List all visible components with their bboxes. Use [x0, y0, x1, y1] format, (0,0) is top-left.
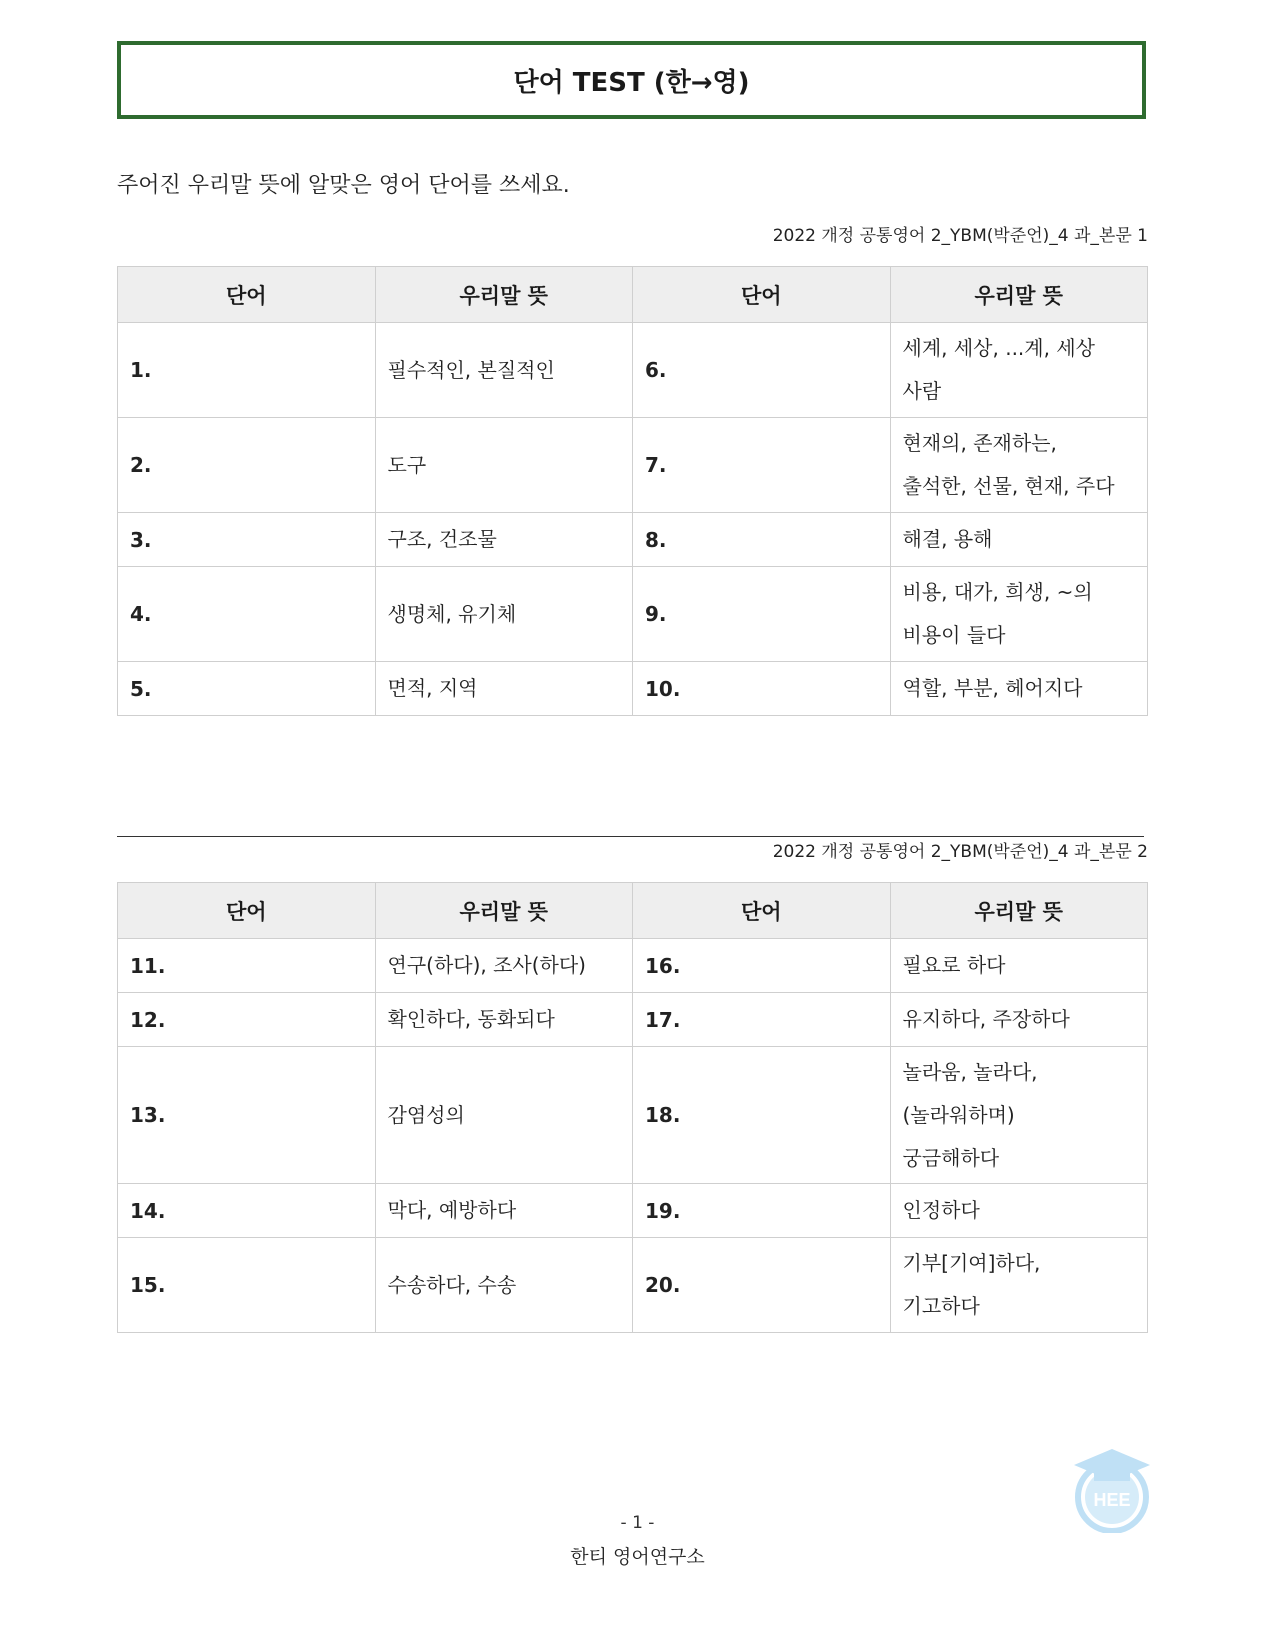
table-row: [118, 993, 1148, 1047]
item-number: 20.: [633, 1238, 891, 1333]
item-number: 5.: [118, 662, 376, 716]
korean-meaning: [890, 567, 1148, 662]
item-number: 16.: [633, 939, 891, 993]
table-header-row: [118, 267, 1148, 323]
korean-meaning: [375, 418, 633, 513]
table-row: [118, 1047, 1148, 1184]
column-header-word: 단어: [118, 267, 376, 323]
item-number: 19.: [633, 1184, 891, 1238]
item-number: 9.: [633, 567, 891, 662]
hee-logo: [1072, 1447, 1152, 1533]
meaning-line: 면적, 지역: [387, 676, 478, 700]
table-row: [118, 513, 1148, 567]
meaning-line: 구조, 건조물: [387, 527, 497, 551]
table-row: [118, 1238, 1148, 1333]
meaning-line: 막다, 예방하다: [387, 1198, 517, 1222]
item-number: 11.: [118, 939, 376, 993]
korean-meaning: [375, 662, 633, 716]
meaning-line: 해결, 용해: [902, 527, 993, 551]
meaning-line: 현재의, 존재하는,: [902, 431, 1057, 455]
korean-meaning: [890, 662, 1148, 716]
korean-meaning: [375, 323, 633, 418]
title-box: [117, 41, 1146, 119]
meaning-line: 비용이 들다: [902, 623, 1006, 647]
item-number: 15.: [118, 1238, 376, 1333]
korean-meaning: [890, 1184, 1148, 1238]
meaning-line: 생명체, 유기체: [387, 601, 517, 626]
column-header-meaning: 우리말 뜻: [375, 267, 633, 323]
item-number: 2.: [118, 418, 376, 513]
meaning-line: 감염성의: [387, 1102, 465, 1127]
meaning-line: 확인하다, 동화되다: [387, 1007, 555, 1031]
meaning-line: 필수적인, 본질적인: [387, 357, 555, 382]
item-number: 10.: [633, 662, 891, 716]
korean-meaning: [375, 1184, 633, 1238]
meaning-line: 놀라움, 놀라다,: [902, 1059, 1038, 1084]
item-number: 18.: [633, 1047, 891, 1184]
column-header-word: 단어: [633, 883, 891, 939]
korean-meaning: [375, 1238, 633, 1333]
table-header-row: [118, 883, 1148, 939]
meaning-line: 인정하다: [902, 1198, 980, 1222]
table-row: [118, 567, 1148, 662]
korean-meaning: [890, 323, 1148, 418]
korean-meaning: [375, 567, 633, 662]
korean-meaning: [890, 993, 1148, 1047]
korean-meaning: [890, 1238, 1148, 1333]
meaning-line: 필요로 하다: [902, 953, 1006, 977]
korean-meaning: [375, 993, 633, 1047]
korean-meaning: [375, 1047, 633, 1184]
column-header-meaning: 우리말 뜻: [375, 883, 633, 939]
item-number: 7.: [633, 418, 891, 513]
meaning-line: 기부[기여]하다,: [902, 1251, 1041, 1275]
meaning-line: 비용, 대가, 희생, ~의: [902, 580, 1093, 604]
graduation-cap-icon: [1072, 1447, 1152, 1533]
item-number: 8.: [633, 513, 891, 567]
meaning-line: (놀라워하며): [902, 1102, 1015, 1127]
column-header-meaning: 우리말 뜻: [890, 883, 1148, 939]
korean-meaning: [890, 513, 1148, 567]
table-row: [118, 1184, 1148, 1238]
table-row: [118, 939, 1148, 993]
meaning-line: 기고하다: [902, 1294, 980, 1318]
vocab-table-2: [117, 882, 1148, 1333]
column-header-word: 단어: [633, 267, 891, 323]
item-number: 1.: [118, 323, 376, 418]
meaning-line: 연구(하다), 조사(하다): [387, 953, 586, 977]
meaning-line: 세계, 세상, ...계, 세상: [902, 336, 1095, 360]
meaning-line: 궁금해하다: [902, 1145, 1000, 1170]
meaning-line: 유지하다, 주장하다: [902, 1007, 1070, 1031]
item-number: 14.: [118, 1184, 376, 1238]
item-number: 6.: [633, 323, 891, 418]
page-number: - 1 -: [620, 1513, 655, 1533]
item-number: 4.: [118, 567, 376, 662]
korean-meaning: [375, 513, 633, 567]
meaning-line: 수송하다, 수송: [387, 1272, 517, 1297]
source-label-2: 2022 개정 공통영어 2_YBM(박준언)_4 과_본문 2: [772, 842, 1148, 862]
korean-meaning: [890, 418, 1148, 513]
meaning-line: 사람: [902, 379, 942, 403]
instruction-text: 주어진 우리말 뜻에 알맞은 영어 단어를 쓰세요.: [117, 173, 570, 198]
meaning-line: 도구: [387, 452, 427, 477]
item-number: 12.: [118, 993, 376, 1047]
column-header-meaning: 우리말 뜻: [890, 267, 1148, 323]
meaning-line: 역할, 부분, 헤어지다: [902, 676, 1083, 700]
table-row: [118, 323, 1148, 418]
table-row: [118, 418, 1148, 513]
organization-name: 한티 영어연구소: [570, 1546, 705, 1568]
meaning-line: 출석한, 선물, 현재, 주다: [902, 474, 1115, 498]
korean-meaning: [890, 939, 1148, 993]
source-label-1: 2022 개정 공통영어 2_YBM(박준언)_4 과_본문 1: [772, 226, 1148, 246]
korean-meaning: [375, 939, 633, 993]
page-title: 단어 TEST (한→영): [513, 67, 750, 98]
column-header-word: 단어: [118, 883, 376, 939]
item-number: 17.: [633, 993, 891, 1047]
item-number: 3.: [118, 513, 376, 567]
item-number: 13.: [118, 1047, 376, 1184]
logo-text: HEE: [1093, 1490, 1131, 1510]
vocab-table-1: [117, 266, 1148, 716]
korean-meaning: [890, 1047, 1148, 1184]
table-row: [118, 662, 1148, 716]
